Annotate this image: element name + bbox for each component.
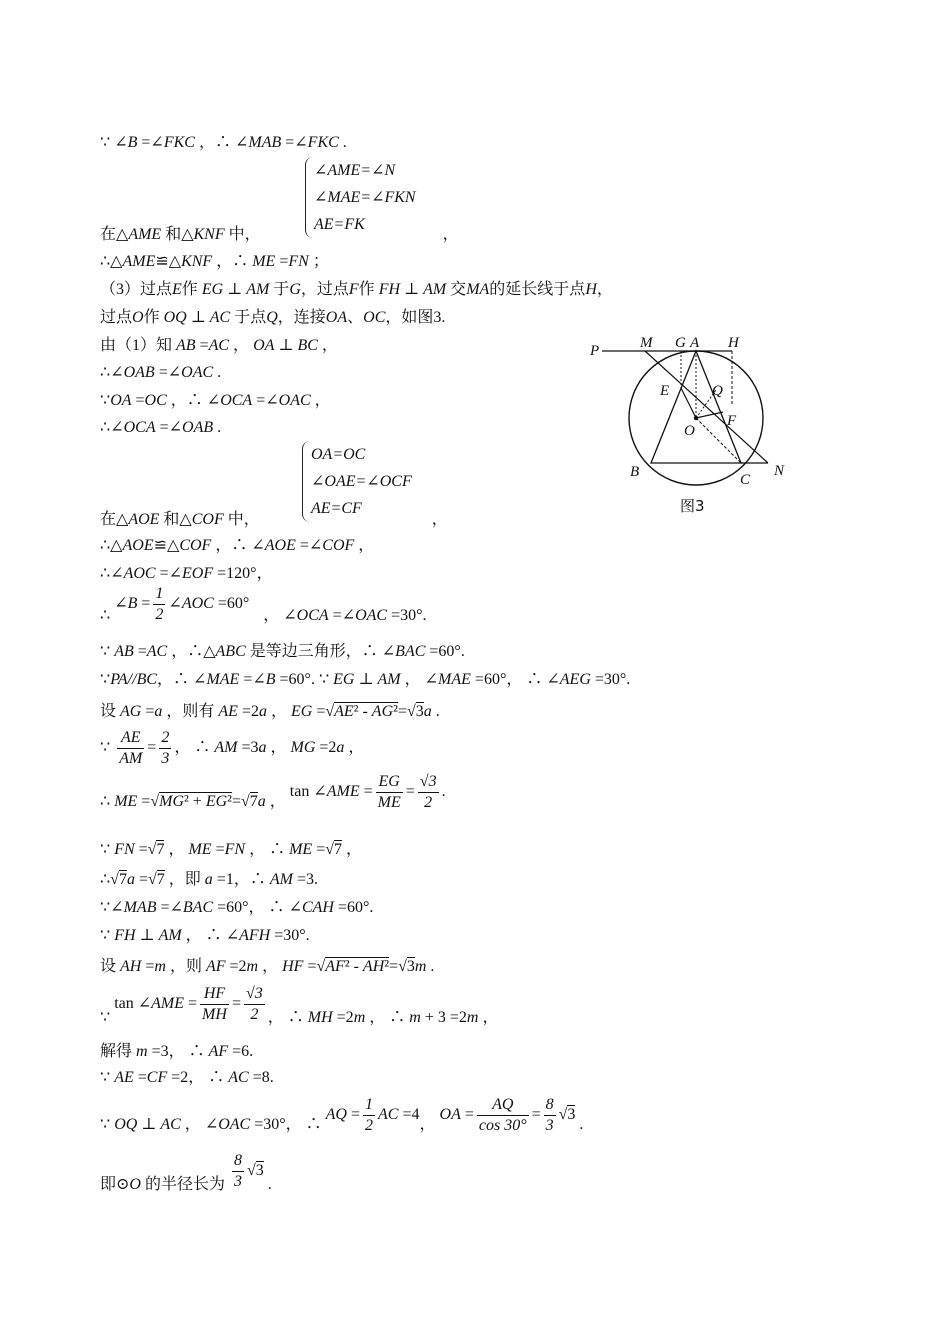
line-6: 由（1）知 AB =AC ， OA ⊥ BC ， xyxy=(100,337,338,354)
line-26: ∵ AE =CF =2， ∴ AC =8. xyxy=(100,1069,274,1086)
system-1-eq-2: ∠MAE=∠FKN xyxy=(314,189,416,206)
line-22: ∵ FH ⊥ AM ， ∴ ∠AFH =30°. xyxy=(100,927,310,944)
label-m: M xyxy=(640,335,653,351)
line-18: ∴ ME =√MG² + EG²=√7a ， tan ∠AME = $\frac{EG}{ME}$ = $\frac{√3}{2}$ . xyxy=(100,773,446,811)
system-2-eq-2: ∠OAE=∠OCF xyxy=(311,473,412,490)
geometry-figure-3 xyxy=(588,330,810,520)
system-1-eq-1: ∠AME=∠N xyxy=(314,162,396,179)
line-17: ∵ $\frac{AE}{AM}$ = $\frac{2}{3}$ ， ∴ AM =3a ， MG =2a ， xyxy=(100,729,365,767)
line-27: ∵ OQ ⊥ AC ， ∠OAC =30°， ∴ AQ = $\frac{1}{2}$ AC =4， OA = $\frac{AQ}{\cos 30^\circ}$ = $\frac{8}{3}$ √3 . xyxy=(100,1096,584,1134)
label-o: O xyxy=(684,423,695,439)
system-1-eq-3: AE=FK xyxy=(314,216,365,233)
line-25: 解得 m =3， ∴ AF =6. xyxy=(100,1043,254,1060)
line-12: ∴∠AOC =∠EOF =120°， xyxy=(100,565,273,582)
line-mn xyxy=(645,351,768,463)
figure-caption: 图3 xyxy=(680,497,705,515)
label-c: C xyxy=(740,472,751,488)
line-21: ∵∠MAB =∠BAC =60°， ∴ ∠CAH =60°. xyxy=(100,899,374,916)
line-4: （3）过点E作 EG ⊥ AM 于G，过点F作 FH ⊥ AM 交MA的延长线于点H， xyxy=(100,281,613,298)
line-28: 即⊙O 的半径长为 $\frac{8}{3}$ √3 . xyxy=(100,1152,272,1194)
line-24: ∵ tan ∠AME = $\frac{HF}{MH}$ = $\frac{√3}{2}$ ， ∴ MH =2m ， ∴ m + 3 =2m ， xyxy=(100,985,499,1027)
line-20: ∴√7a =√7 ，即 a =1，∴ AM =3. xyxy=(100,871,318,888)
line-2: 在△AME 和△KNF 中， ， xyxy=(100,226,459,243)
system-2-eq-1: OA=OC xyxy=(311,446,366,463)
label-a: A xyxy=(690,335,700,351)
line-13: ∴ ∠B = $\frac{1}{2}$ ∠AOC =60° ， ∠OCA =∠OAC =30°. xyxy=(100,585,427,625)
line-16: 设 AG =a ，则有 AE =2a ， EG =√AE² - AG²=√3a . xyxy=(100,703,440,720)
label-p: P xyxy=(590,343,600,359)
figure-svg xyxy=(588,330,810,500)
line-5: 过点O作 OQ ⊥ AC 于点Q，连接OA、OC，如图3. xyxy=(100,309,446,326)
line-11: ∴△AOE≌△COF ，∴ ∠AOE =∠COF ， xyxy=(100,537,375,554)
line-10: 在△AOE 和△COF 中， ， xyxy=(100,511,448,528)
line-14: ∵ AB =AC ，∴△ABC 是等边三角形，∴ ∠BAC =60°. xyxy=(100,643,465,660)
label-n: N xyxy=(774,463,785,479)
label-h: H xyxy=(728,335,739,351)
line-3: ∴△AME≌△KNF ，∴ ME =FN ； xyxy=(100,253,329,270)
line-19: ∵ FN =√7 ， ME =FN ， ∴ ME =√7 ， xyxy=(100,841,363,858)
label-b: B xyxy=(630,464,640,480)
label-f: F xyxy=(727,413,737,429)
line-8: ∵OA =OC ，∴ ∠OCA =∠OAC ， xyxy=(100,392,331,409)
system-2-eq-3: AE=CF xyxy=(311,500,362,517)
line-23: 设 AH =m ，则 AF =2m ， HF =√AF² - AH²=√3m . xyxy=(100,958,435,975)
line-1: ∵ ∠B =∠FKC ，∴ ∠MAB =∠FKC . xyxy=(100,134,347,151)
line-9: ∴∠OCA =∠OAB . xyxy=(100,419,222,436)
label-q: Q xyxy=(712,383,723,399)
line-15: ∵PA//BC，∴ ∠MAE =∠B =60°. ∵ EG ⊥ AM ， ∠MAE =60°， ∴ ∠AEG =30°. xyxy=(100,671,631,688)
label-g: G xyxy=(675,335,686,351)
line-7: ∴∠OAB =∠OAC . xyxy=(100,364,222,381)
label-e: E xyxy=(660,383,670,399)
